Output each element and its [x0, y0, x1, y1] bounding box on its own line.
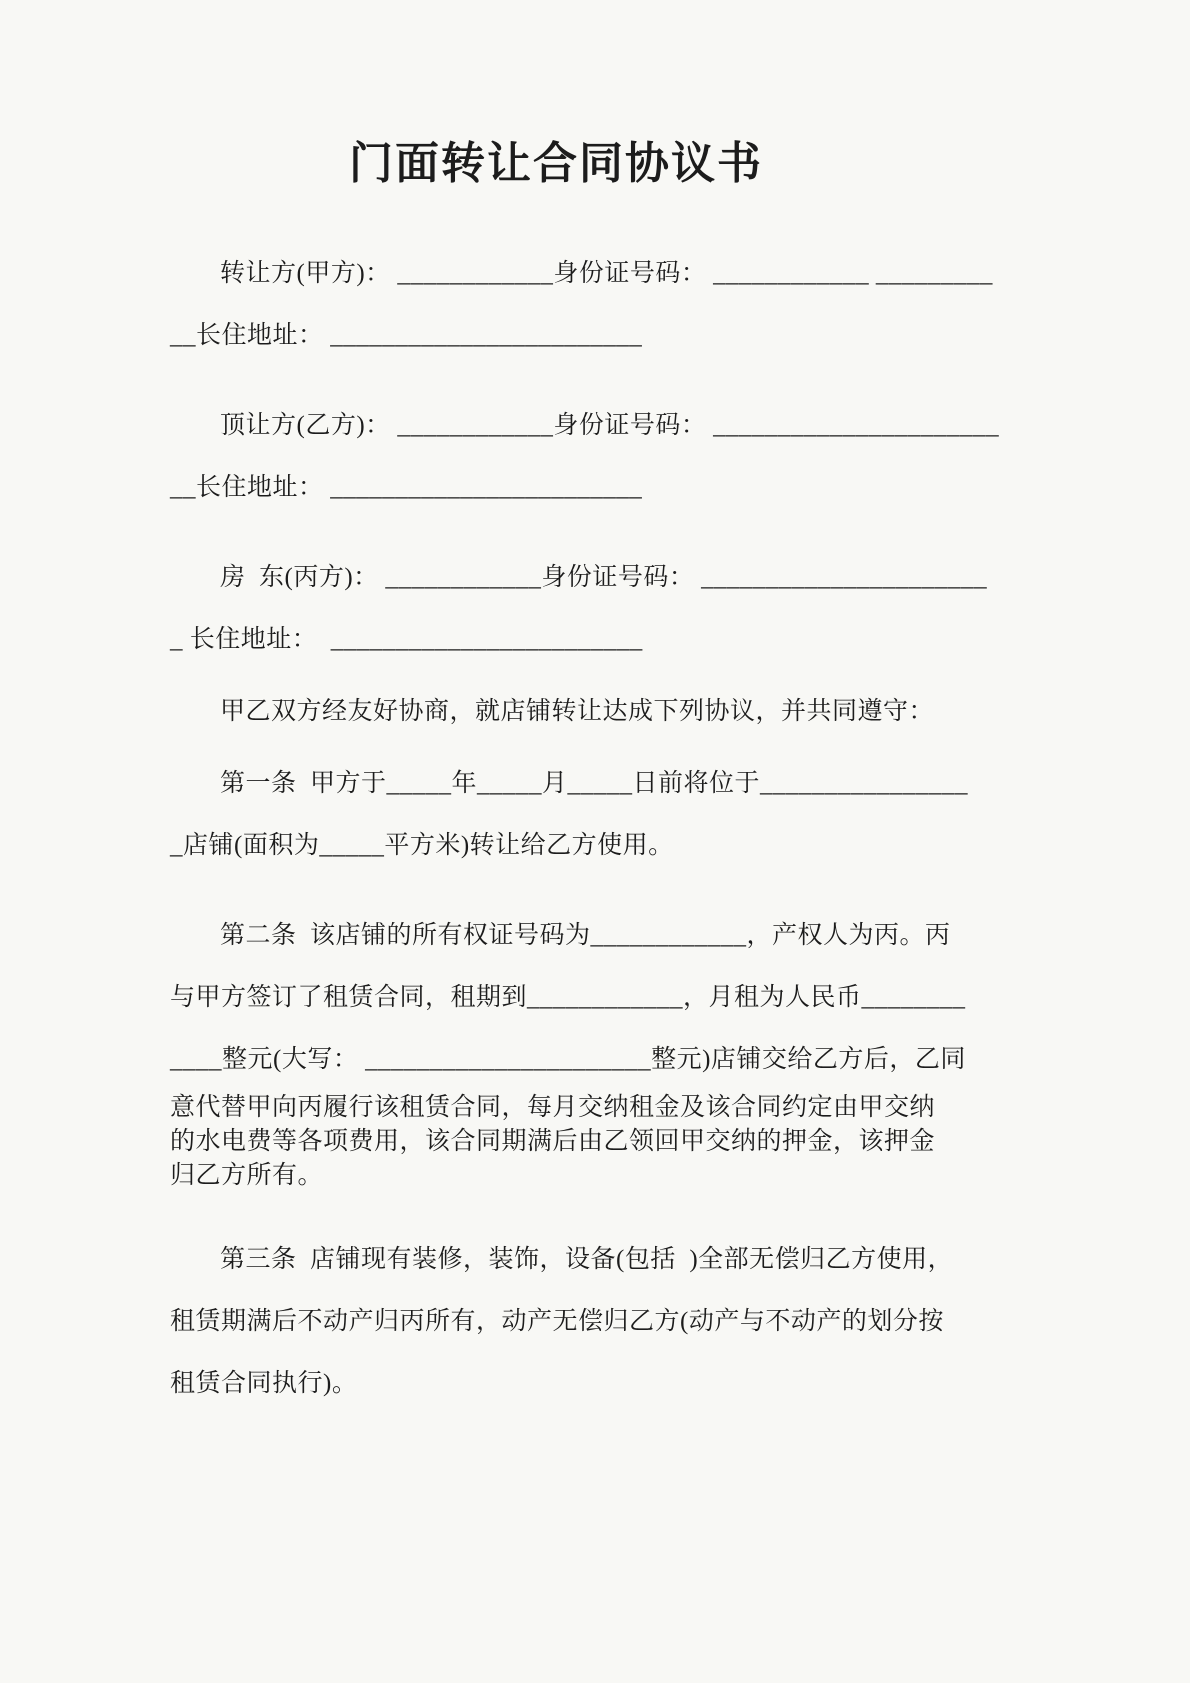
party-a-line: 转让方(甲方)： ____________身份证号码： ____________ _________ [220, 259, 993, 287]
clause-1-line: 第一条 甲方于_____年_____月_____日前将位于________________ [220, 769, 969, 797]
party-b-line: 顶让方(乙方)： ____________身份证号码： ______________________ [220, 411, 1000, 439]
clause-2-line: ____整元(大写： ______________________整元)店铺交给乙方后，乙同 [170, 1045, 966, 1073]
clause-2-line: 的水电费等各项费用，该合同期满后由乙领回甲交纳的押金，该押金 [170, 1127, 936, 1155]
clause-3-line: 租赁合同执行)。 [170, 1369, 358, 1397]
preamble-line: 甲乙双方经友好协商，就店铺转让达成下列协议，并共同遵守： [220, 697, 935, 725]
party-a-address-line: __长住地址： ________________________ [170, 321, 643, 349]
clause-3-line: 第三条 店铺现有装修，装饰，设备(包括 )全部无偿归乙方使用， [220, 1245, 954, 1273]
clause-3-line: 租赁期满后不动产归丙所有，动产无偿归乙方(动产与不动产的划分按 [170, 1307, 944, 1335]
clause-2-line: 与甲方签订了租赁合同，租期到____________，月租为人民币________ [170, 983, 966, 1011]
document-title: 门面转让合同协议书 [349, 139, 763, 188]
clause-2-line: 意代替甲向丙履行该租赁合同，每月交纳租金及该合同约定由甲交纳 [170, 1093, 936, 1121]
party-c-line: 房 东(丙方)： ____________身份证号码： ______________________ [220, 563, 988, 591]
party-c-address-line: _ 长住地址： ________________________ [170, 625, 643, 653]
clause-2-line: 第二条 该店铺的所有权证号码为____________，产权人为丙。丙 [220, 921, 951, 949]
party-b-address-line: __长住地址： ________________________ [170, 473, 643, 501]
clause-2-line: 归乙方所有。 [170, 1161, 324, 1189]
clause-1-line: _店铺(面积为_____平方米)转让给乙方使用。 [170, 831, 674, 859]
